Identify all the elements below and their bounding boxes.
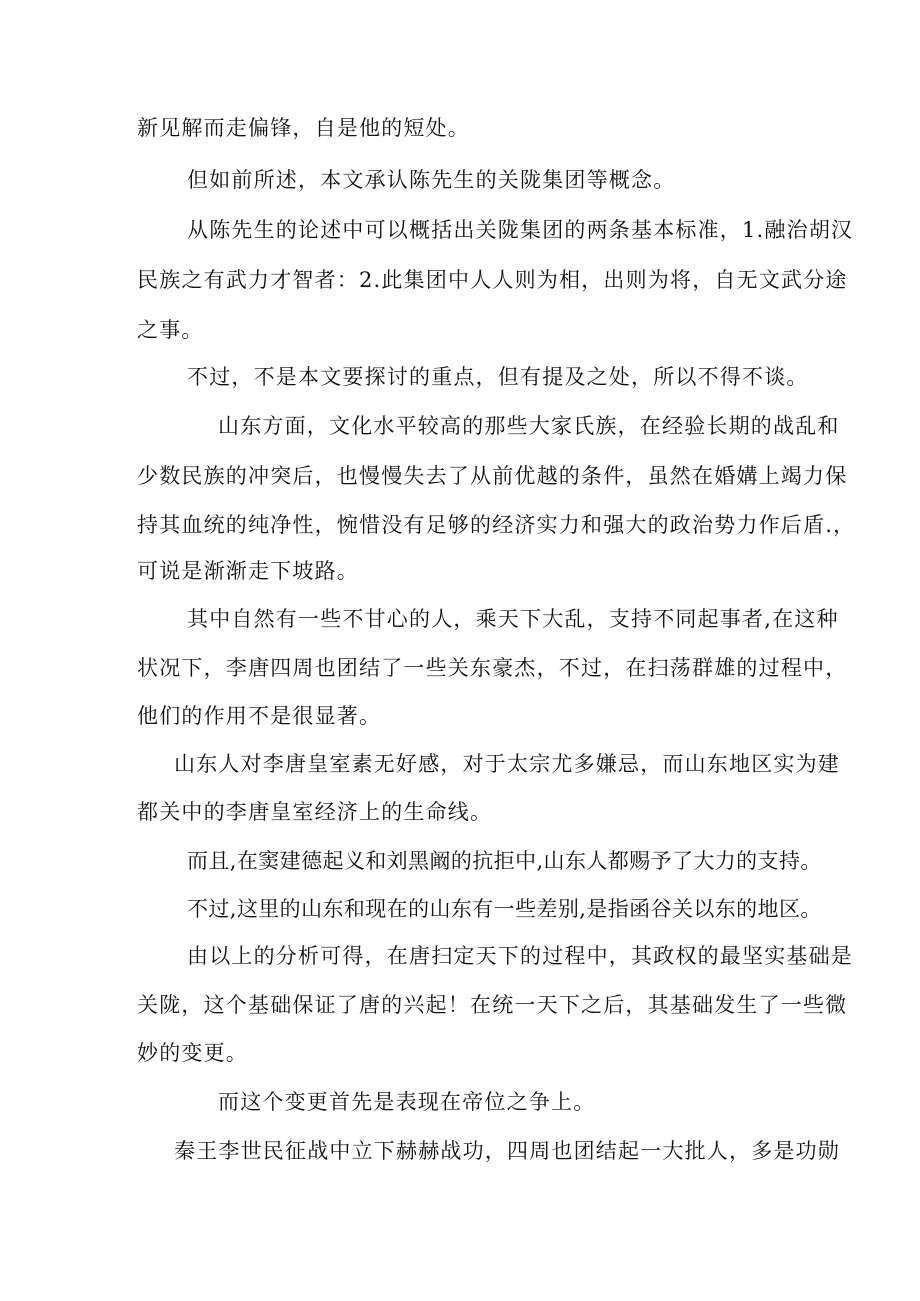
text-line: 从陈先生的论述中可以概括出关陇集团的两条基本标准，1.融治胡汉 (187, 218, 854, 242)
text-line: 其中自然有一些不甘心的人，乘天下大乱，支持不同起事者,在这种 (187, 607, 839, 631)
text-line: 而且,在窦建德起义和刘黑阚的抗拒中,山东人都赐予了大力的支持。 (187, 849, 822, 873)
text-line: 少数民族的冲突后，也慢慢失去了从前优越的条件，虽然在婚媾上竭力保 (137, 464, 848, 488)
text-line: 关陇，这个基础保证了唐的兴起！在统一天下之后，其基础发生了一些微 (137, 993, 848, 1017)
text-line: 之事。 (137, 318, 204, 342)
text-line: 妙的变更。 (137, 1041, 248, 1065)
text-line: 不过，不是本文要探讨的重点，但有提及之处，所以不得不谈。 (187, 365, 809, 389)
text-line: 而这个变更首先是表现在帝位之争上。 (218, 1090, 596, 1114)
text-line: 秦王李世民征战中立下赫赫战功，四周也团结起一大批人，多是功勋 (174, 1139, 840, 1163)
text-line: 不过,这里的山东和现在的山东有一些差别,是指函谷关以东的地区。 (187, 897, 822, 921)
text-line: 山东方面，文化水平较高的那些大家氏族，在经验长期的战乱和 (218, 414, 840, 438)
text-line: 新见解而走偏锋，自是他的短处。 (137, 116, 470, 140)
text-line: 都关中的李唐皇室经济上的生命线。 (137, 800, 493, 824)
text-line: 状况下，李唐四周也团结了一些关东豪杰，不过，在扫荡群雄的过程中， (137, 656, 848, 680)
text-line: 由以上的分析可得，在唐扫定天下的过程中，其政权的最坚实基础是 (187, 944, 853, 968)
text-line: 他们的作用不是很显著。 (137, 704, 382, 728)
text-line: 可说是渐渐走下坡路。 (137, 559, 359, 583)
text-line: 持其血统的纯净性，惋惜没有足够的经济实力和强大的政治势力作后盾.， (137, 513, 856, 537)
text-line: 民族之有武力才智者：2.此集团中人人则为相，出则为将，自无文武分途 (137, 268, 848, 292)
text-line: 山东人对李唐皇室素无好感，对于太宗尤多嫌忌，而山东地区实为建 (174, 752, 840, 776)
text-line: 但如前所述，本文承认陈先生的关陇集团等概念。 (187, 168, 676, 192)
